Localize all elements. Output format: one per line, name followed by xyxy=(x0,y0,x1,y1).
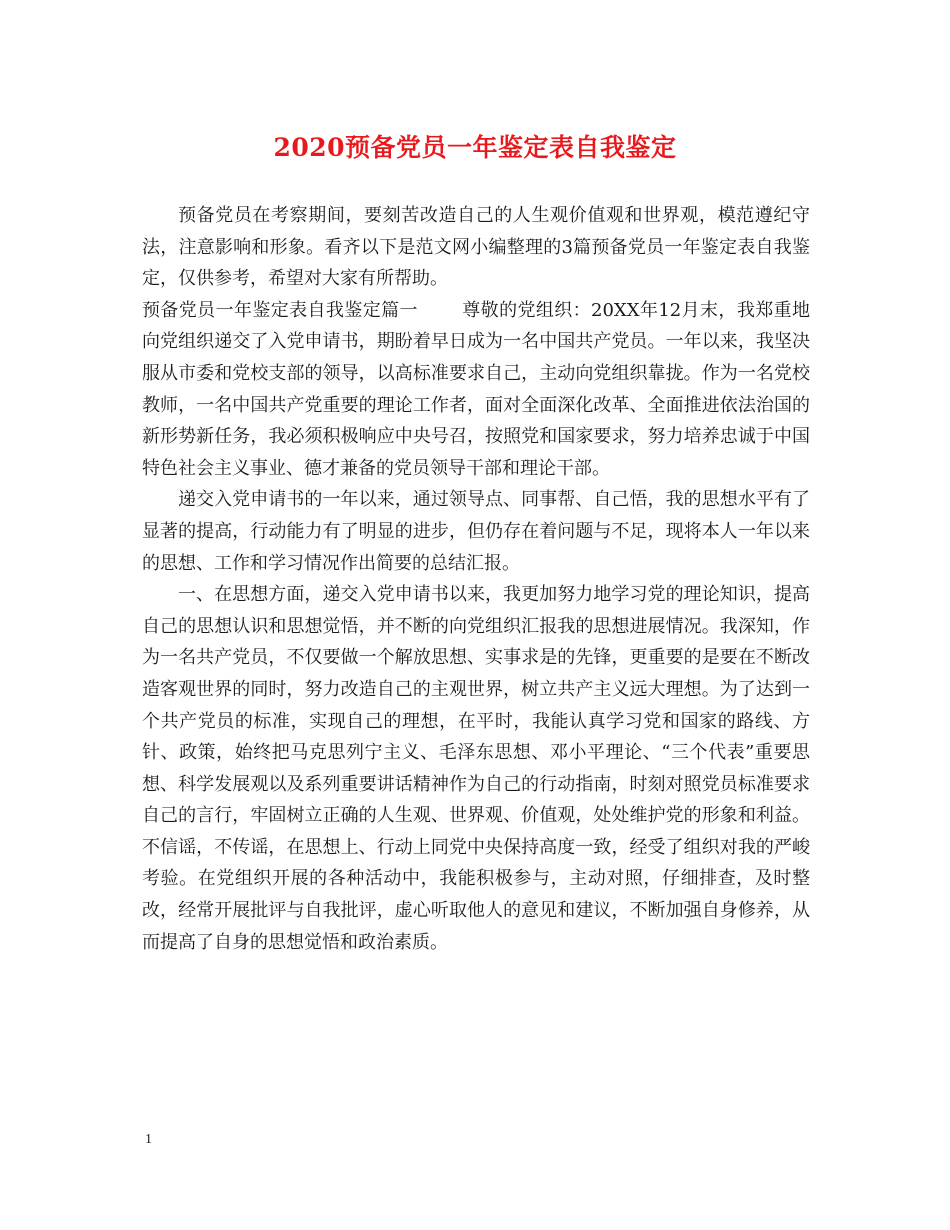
section-text: 尊敬的党组织：20XX年12月末，我郑重地向党组织递交了入党申请书，期盼着早日成为一名中国共产党员。一年以来，我坚决服从市委和党校支部的领导，以高标准要求自己，主动向党组织靠拢。作为一名党校教师，一名中国共产党重要的理论工作者，面对全面深化改革、全面推进依法治国的新形势新任务，我必须积极响应中央号召，按照党和国家要求，努力培养忠诚于中国特色社会主义事业、德才兼备的党员领导干部和理论干部。 xyxy=(142,299,811,479)
section-label: 预备党员一年鉴定表自我鉴定篇一 xyxy=(142,299,418,321)
intro-paragraph: 预备党员在考察期间，要刻苦改造自己的人生观价值观和世界观，模范遵纪守法，注意影响和形象。看齐以下是范文网小编整理的3篇预备党员一年鉴定表自我鉴定，仅供参考，希望对大家有所帮助。 xyxy=(142,205,810,290)
page-number: 1 xyxy=(145,1132,152,1147)
section-paragraph xyxy=(142,295,810,485)
paragraph-3: 一、在思想方面，递交入党申请书以来，我更加努力地学习党的理论知识，提高自己的思想认识和思想觉悟，并不断的向党组织汇报我的思想进展情况。我深知，作为一名共产党员，不仅要做一个解放思想、实事求是的先锋，更重要的是要在不断改造客观世界的同时，努力改造自己的主观世界，树立共产主义远大理想。为了达到一个共产党员的标准，实现自己的理想，在平时，我能认真学习党和国家的路线、方针、政策，始终把马克思列宁主义、毛泽东思想、邓小平理论、“三个代表”重要思想、科学发展观以及系列重要讲话精神作为自己的行动指南，时刻对照党员标准要求自己的言行，牢固树立正确的人生观、世界观、价值观，处处维护党的形象和利益。不信谣，不传谣，在思想上、行动上同党中央保持高度一致，经受了组织对我的严峻考验。在党组织开展的各种活动中，我能积极参与，主动对照，仔细排查，及时整改，经常开展批评与自我批评，虚心听取他人的意见和建议，不断加强自身修养，从而提高了自身的思想觉悟和政治素质。 xyxy=(142,584,810,953)
paragraph-2: 递交入党申请书的一年以来，通过领导点、同事帮、自己悟，我的思想水平有了显著的提高，行动能力有了明显的进步，但仍存在着问题与不足，现将本人一年以来的思想、工作和学习情况作出简要的总结汇报。 xyxy=(142,489,810,574)
document-title: 2020预备党员一年鉴定表自我鉴定 xyxy=(273,133,677,162)
document-body xyxy=(142,200,810,958)
